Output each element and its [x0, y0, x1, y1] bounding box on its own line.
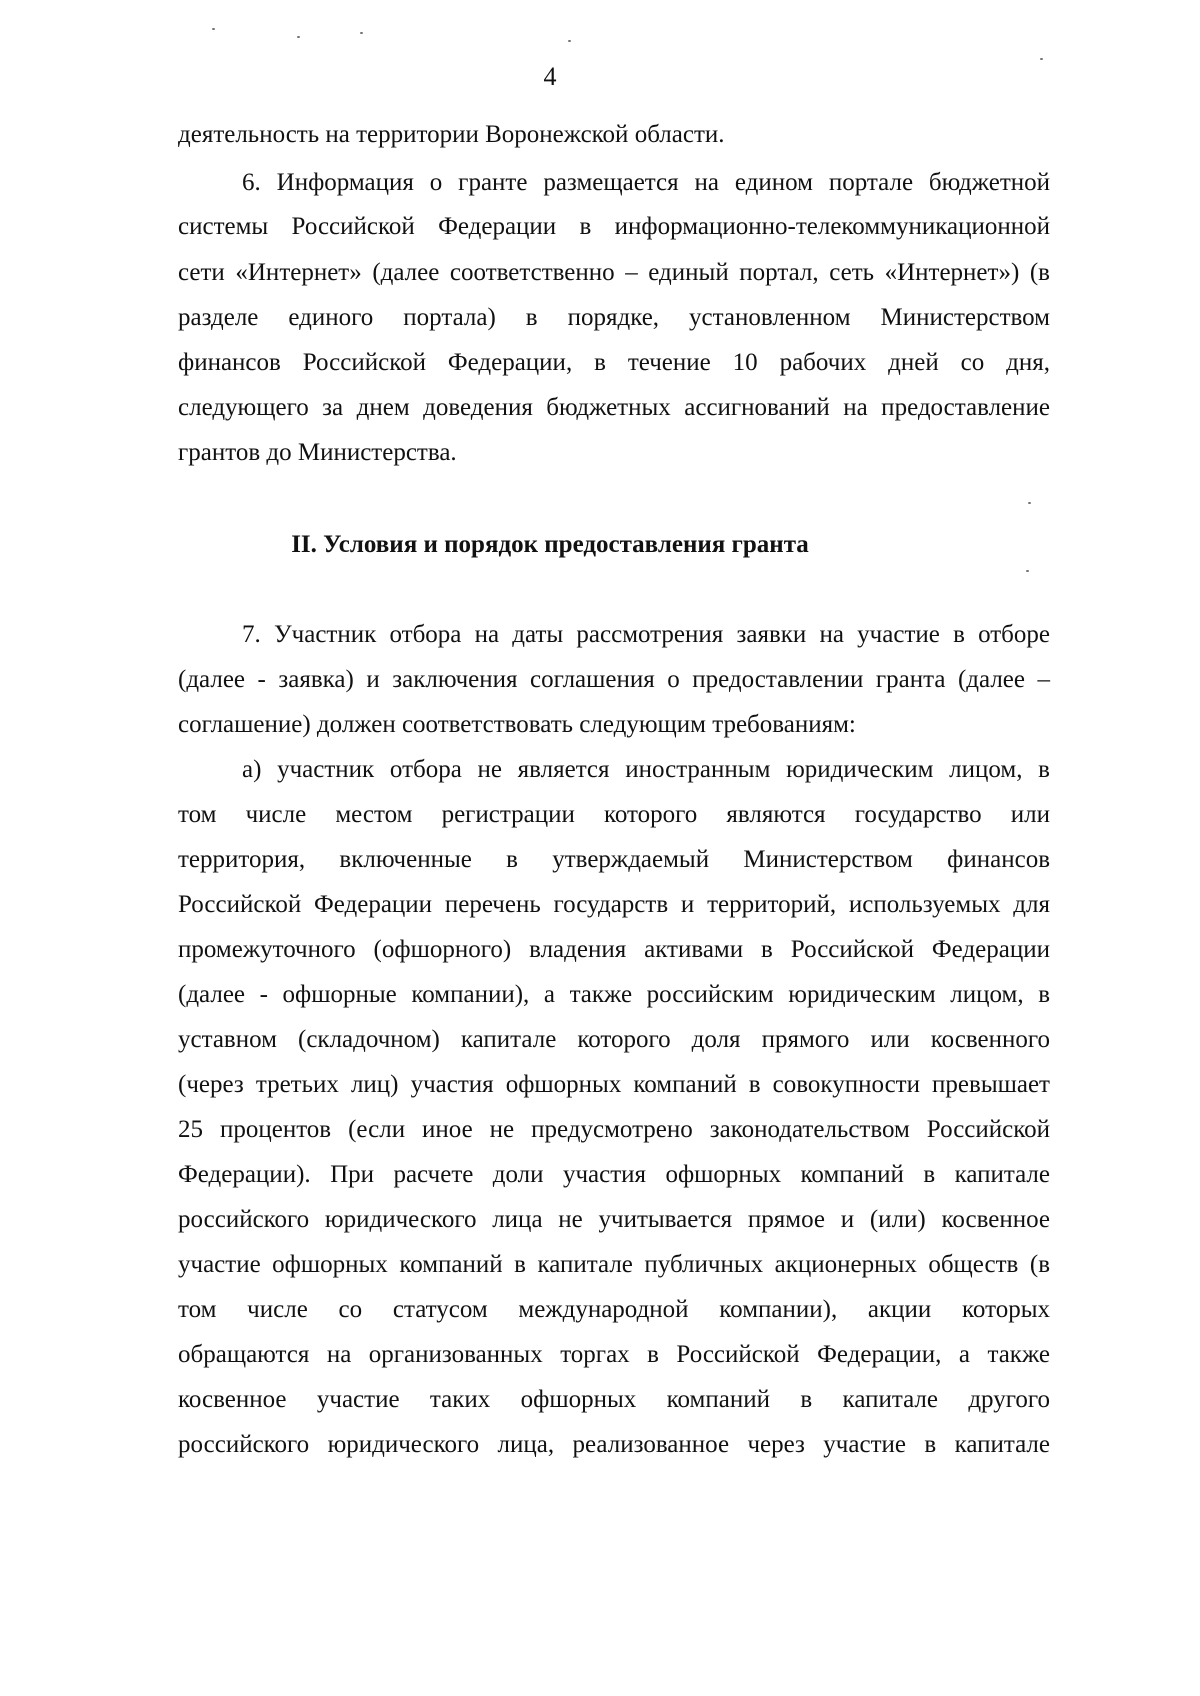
- text-line: финансов Российской Федерации, в течение 10 рабочих дней со дня,: [178, 349, 1050, 376]
- scan-speck: [212, 28, 215, 30]
- text-line: (через третьих лиц) участия офшорных компаний в совокупности превышает: [178, 1071, 1050, 1098]
- text-line: том числе со статусом международной компании), акции которых: [178, 1296, 1050, 1323]
- text-line: системы Российской Федерации в информационно-телекоммуникационной: [178, 213, 1050, 240]
- text-line: том числе местом регистрации которого являются государство или: [178, 801, 1050, 828]
- text-line: следующего за днем доведения бюджетных ассигнований на предоставление: [178, 394, 1050, 421]
- text-line: российского юридического лица не учитывается прямое и (или) косвенное: [178, 1206, 1050, 1233]
- text-line: сети «Интернет» (далее соответственно – единый портал, сеть «Интернет») (в: [178, 259, 1050, 286]
- text-line: 25 процентов (если иное не предусмотрено законодательством Российской: [178, 1116, 1050, 1143]
- text-line: обращаются на организованных торгах в Российской Федерации, а также: [178, 1341, 1050, 1368]
- text-line: а) участник отбора не является иностранным юридическим лицом, в: [242, 756, 1050, 783]
- text-line: уставном (складочном) капитале которого доля прямого или косвенного: [178, 1026, 1050, 1053]
- page-number: 4: [543, 62, 557, 91]
- text-line: Федерации). При расчете доли участия офшорных компаний в капитале: [178, 1161, 1050, 1188]
- scan-speck: [297, 36, 300, 38]
- text-line: (далее - заявка) и заключения соглашения о предоставлении гранта (далее –: [178, 666, 1050, 693]
- text-line: грантов до Министерства.: [178, 439, 457, 466]
- scan-speck: [1028, 502, 1031, 504]
- scan-speck: [360, 32, 363, 34]
- text-line: участие офшорных компаний в капитале публичных акционерных обществ (в: [178, 1251, 1050, 1278]
- text-line: разделе единого портала) в порядке, установленном Министерством: [178, 304, 1050, 331]
- scan-speck: [568, 40, 571, 42]
- text-line: территория, включенные в утверждаемый Министерством финансов: [178, 846, 1050, 873]
- text-line: (далее - офшорные компании), а также российским юридическим лицом, в: [178, 981, 1050, 1008]
- text-line: косвенное участие таких офшорных компаний в капитале другого: [178, 1386, 1050, 1413]
- text-line: 7. Участник отбора на даты рассмотрения заявки на участие в отборе: [242, 621, 1050, 648]
- scan-speck: [1040, 58, 1043, 60]
- text-line: деятельность на территории Воронежской области.: [178, 121, 725, 148]
- text-line: 6. Информация о гранте размещается на едином портале бюджетной: [242, 169, 1050, 196]
- section-heading: II. Условия и порядок предоставления гранта: [291, 531, 809, 558]
- scan-speck: [1026, 570, 1029, 572]
- text-line: промежуточного (офшорного) владения активами в Российской Федерации: [178, 936, 1050, 963]
- text-line: российского юридического лица, реализованное через участие в капитале: [178, 1431, 1050, 1458]
- text-line: соглашение) должен соответствовать следующим требованиям:: [178, 711, 856, 738]
- text-line: Российской Федерации перечень государств и территорий, используемых для: [178, 891, 1050, 918]
